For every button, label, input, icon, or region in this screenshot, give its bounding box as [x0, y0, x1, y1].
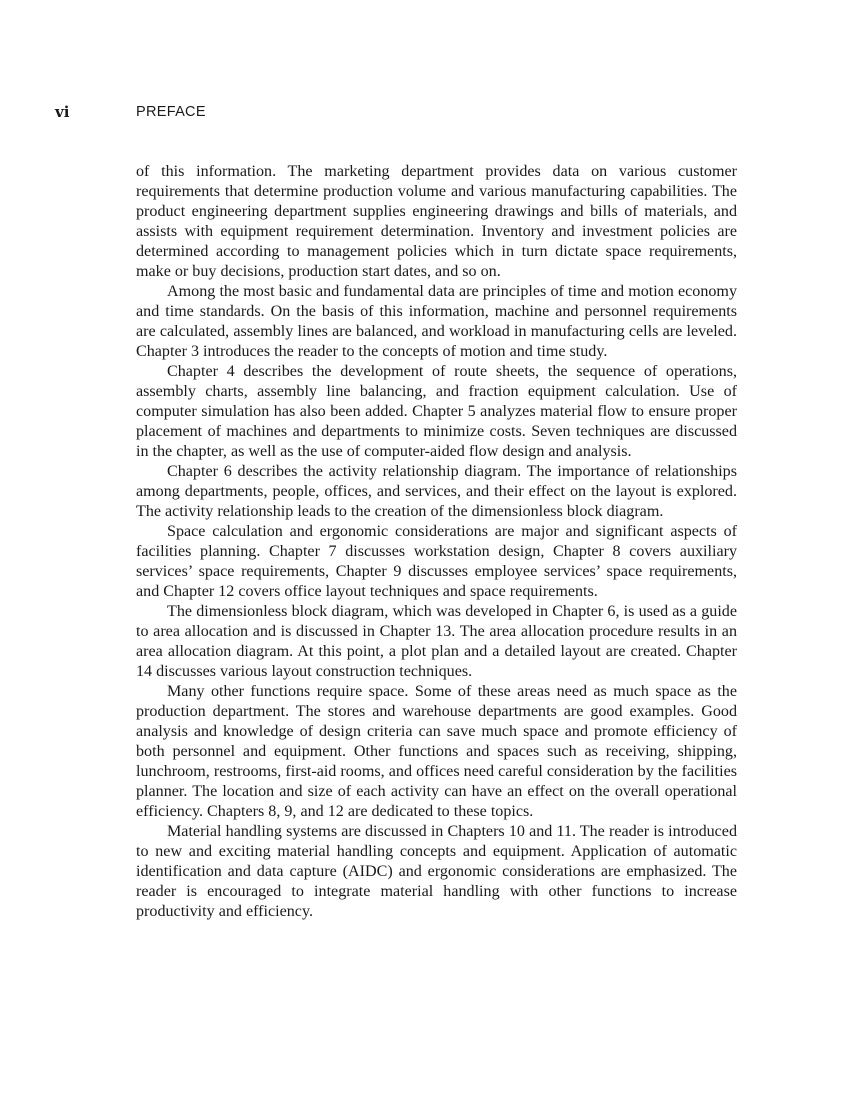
paragraph: Material handling systems are discussed in Chapters 10 and 11. The reader is introduced to new and exciting material handling concepts and equipment. Application of automatic identification and data capture (AIDC) and ergonomic considerations are emphasized. The reader is encouraged to integrate material handling with other functions to increase productivity and efficiency.	[136, 823, 737, 920]
paragraph: The dimensionless block diagram, which was developed in Chapter 6, is used as a guide to area allocation and is discussed in Chapter 13. The area allocation procedure results in an area allocation diagram. At this point, a plot plan and a detailed layout are created. Chapter 14 discusses various layout construction techniques.	[136, 603, 737, 680]
paragraph: of this information. The marketing department provides data on various customer requirements that determine production volume and various manufacturing capabilities. The product engineering department supplies engineering drawings and bills of materials, and assists with equipment requirement determination. Inventory and investment policies are determined according to management policies which in turn dictate space requirements, make or buy decisions, production start dates, and so on.	[136, 163, 737, 280]
running-head: PREFACE	[136, 104, 206, 120]
paragraph: Chapter 4 describes the development of route sheets, the sequence of operations, assembly charts, assembly line balancing, and fraction equipment calculation. Use of computer simulation has also been added. Chapter 5 analyzes material flow to ensure proper placement of machines and departments to minimize costs. Seven techniques are discussed in the chapter, as well as the use of computer-aided flow design and analysis.	[136, 363, 737, 460]
paragraph: Many other functions require space. Some of these areas need as much space as the production department. The stores and warehouse departments are good examples. Good analysis and knowledge of design criteria can save much space and promote efficiency of both personnel and equipment. Other functions and spaces such as receiving, shipping, lunchroom, restrooms, first-aid rooms, and offices need careful consideration by the facilities planner. The location and size of each activity can have an effect on the overall operational efficiency. Chapters 8, 9, and 12 are dedicated to these topics.	[136, 683, 737, 820]
paragraph: Chapter 6 describes the activity relationship diagram. The importance of relationships among departments, people, offices, and services, and their effect on the layout is explored. The activity relationship leads to the creation of the dimensionless block diagram.	[136, 463, 737, 520]
page-number: vi	[55, 103, 70, 121]
paragraph: Among the most basic and fundamental data are principles of time and motion economy and time standards. On the basis of this information, machine and personnel requirements are calculated, assembly lines are balanced, and workload in manufacturing cells are leveled. Chapter 3 introduces the reader to the concepts of motion and time study.	[136, 283, 737, 360]
body-text	[136, 162, 737, 922]
paragraph: Space calculation and ergonomic considerations are major and significant aspects of facilities planning. Chapter 7 discusses workstation design, Chapter 8 covers auxiliary services’ space requirements, Chapter 9 discusses employee services’ space requirements, and Chapter 12 covers office layout techniques and space requirements.	[136, 523, 737, 600]
